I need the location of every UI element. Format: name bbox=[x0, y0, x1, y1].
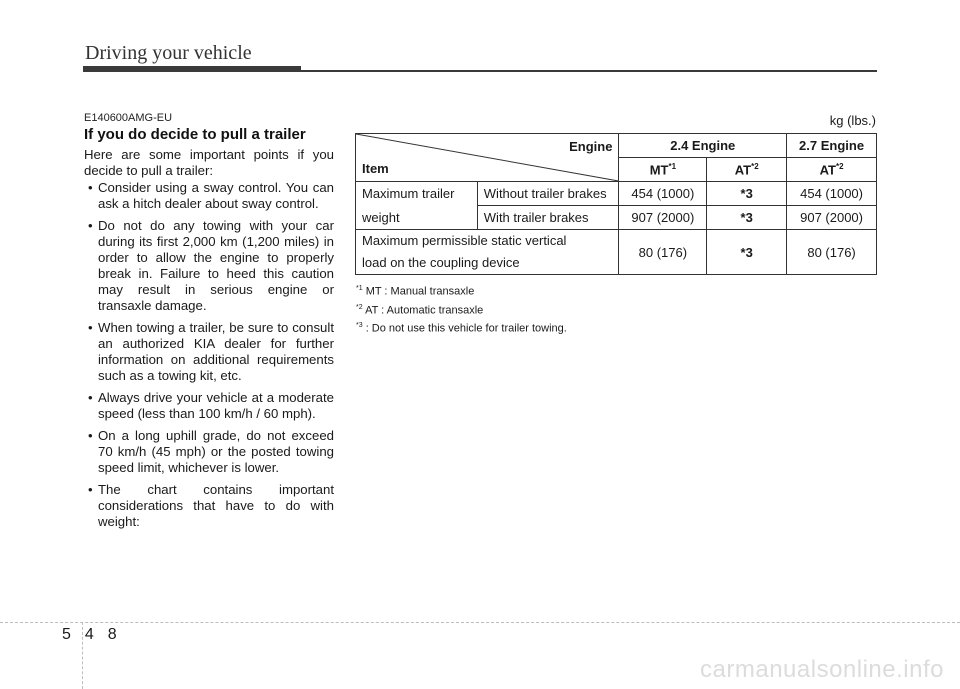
max-trailer-label-top: Maximum trailer bbox=[356, 182, 478, 206]
page-number bbox=[62, 626, 131, 644]
static-load-label bbox=[356, 230, 619, 275]
mt-column-header bbox=[619, 158, 707, 182]
section-code: E140600AMG-EU bbox=[84, 112, 173, 124]
footnote-text: MT : Manual transaxle bbox=[365, 285, 475, 298]
engine-header-label: Engine bbox=[569, 139, 613, 154]
item-header-label: Item bbox=[362, 161, 389, 176]
with-brakes-at-value: *3 bbox=[707, 206, 787, 230]
list-item: • The chart contains important considerations that have to do with weight: bbox=[84, 482, 334, 530]
engine-24-header: 2.4 Engine bbox=[619, 134, 787, 158]
page-header-title: Driving your vehicle bbox=[85, 42, 252, 64]
towing-tips-list bbox=[84, 180, 334, 536]
list-item: • Do not do any towing with your car during its first 2,000 km (1,200 miles) in order to allow the engine to properly break in. Failure to heed this caution may result in serious engine or transaxle damage. bbox=[84, 218, 334, 314]
chapter-number: 5 bbox=[62, 626, 85, 643]
footnote-at bbox=[356, 300, 567, 319]
page-number-value: 48 bbox=[84, 626, 131, 643]
intro-paragraph: Here are some important points if you decide to pull a trailer: bbox=[84, 147, 334, 178]
without-brakes-at-value: *3 bbox=[707, 182, 787, 206]
table-unit-label: kg (lbs.) bbox=[829, 113, 876, 128]
header-rule-thin bbox=[301, 70, 877, 72]
watermark-text: carmanualsonline.info bbox=[700, 656, 944, 683]
trailer-weight-table bbox=[355, 133, 877, 275]
footer-divider bbox=[0, 622, 960, 623]
mt-label: MT bbox=[649, 162, 669, 178]
static-load-label-line2: load on the coupling device bbox=[362, 255, 520, 270]
with-brakes-mt-value: 907 (2000) bbox=[619, 206, 707, 230]
footnote-text: : Do not use this vehicle for trailer towing. bbox=[365, 322, 567, 335]
table-corner-header bbox=[356, 134, 619, 182]
at27-column-header bbox=[787, 158, 877, 182]
list-item: • When towing a trailer, be sure to consult an authorized KIA dealer for further information on additional requirements such as a towing kit, etc. bbox=[84, 320, 334, 384]
footnote-text: AT : Automatic transaxle bbox=[365, 304, 484, 317]
without-brakes-label: Without trailer brakes bbox=[477, 182, 619, 206]
table-footnotes bbox=[356, 281, 567, 337]
with-brakes-at27-value: 907 (2000) bbox=[787, 206, 877, 230]
static-load-at27-value: 80 (176) bbox=[787, 230, 877, 275]
footnote-mark: *2 bbox=[356, 303, 363, 311]
engine-27-header: 2.7 Engine bbox=[787, 134, 877, 158]
at27-label: AT bbox=[819, 162, 836, 178]
static-load-mt-value: 80 (176) bbox=[619, 230, 707, 275]
without-brakes-mt-value: 454 (1000) bbox=[619, 182, 707, 206]
static-load-at-value: *3 bbox=[707, 230, 787, 275]
at-label: AT bbox=[734, 162, 752, 178]
footnote-no-towing bbox=[356, 318, 567, 337]
list-item: • On a long uphill grade, do not exceed 70 km/h (45 mph) or the posted towing speed limit, whichever is lower. bbox=[84, 428, 334, 476]
footnote-mt bbox=[356, 281, 567, 300]
header-rule-thick bbox=[83, 66, 301, 72]
with-brakes-label: With trailer brakes bbox=[477, 206, 619, 230]
section-heading: If you do decide to pull a trailer bbox=[84, 126, 306, 143]
footnote-mark: *1 bbox=[356, 285, 363, 292]
list-item: • Consider using a sway control. You can ask a hitch dealer about sway control. bbox=[84, 180, 334, 212]
mt-footnote-mark: *1 bbox=[668, 161, 677, 171]
at-column-header bbox=[707, 158, 787, 182]
without-brakes-at27-value: 454 (1000) bbox=[787, 182, 877, 206]
footnote-mark: *3 bbox=[356, 322, 363, 330]
at-footnote-mark: *2 bbox=[751, 161, 759, 171]
list-item: • Always drive your vehicle at a moderate speed (less than 100 km/h / 60 mph). bbox=[84, 390, 334, 422]
static-load-label-line1: Maximum permissible static vertical bbox=[362, 233, 567, 248]
max-trailer-label-bottom: weight bbox=[356, 206, 478, 230]
at27-footnote-mark: *2 bbox=[835, 161, 844, 171]
